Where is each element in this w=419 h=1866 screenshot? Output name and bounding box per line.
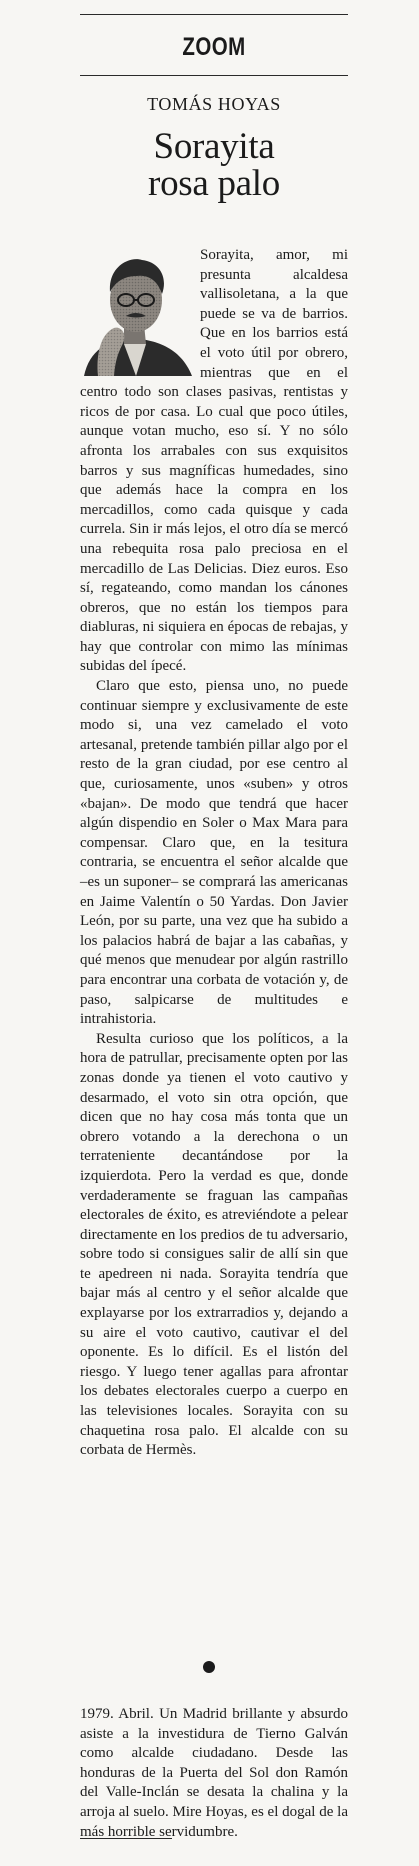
headline-line-1: Sorayita	[153, 126, 275, 167]
paragraph-1: Sorayita, amor, mi presunta alcaldesa vallisoletana, a la que puede se va de barrios. Que en los barrios está el voto útil por obrero, mientras que en el centro todo son clases pasivas, rentistas y ricos de por casa. Lo cual que poco útiles, aunque votan mucho, eso sí. Y no sólo afronta los arrabales con sus exquisitos barros y sus magníficas humedades, sino que además hace la compra en los mercadillos, como cada quisque y cada currela. Sin ir más lejos, el otro día se mercó una rebequita rosa palo preciosa en el mercadillo de Las Delicias. Diez euros. Eso sí, regateando, como mandan los cánones obreros, que no están los tiempos para diabluras, ni siquiera en épocas de rebajas, y hay que controlar con mimo las mínimas subidas del ípecé.	[80, 247, 348, 675]
article-body	[80, 246, 348, 1461]
section-rule	[80, 75, 348, 76]
headline	[80, 128, 348, 202]
paragraph-2: Claro que esto, piensa uno, no puede continuar siempre y exclusivamente de este modo si, una vez camelado el voto artesanal, pretende también pillar algo por el resto de la gran ciudad, por ese centro al que, curiosamente, unos «suben» y otros «bajan». De modo que tendrá que hacer algún dispendio en Soler o Max Mara para compensar. Claro que, en la tesitura contraria, se encuentra el señor alcalde que –es un suponer– se comprará las americanas en Jaime Valentín o 50 Yardas. Don Javier León, por su parte, una vez que ha subido a los palacios habrá de bajar a las cabañas, y qué menos que menudear por algún rastrillo para encontrar una corbata de votación y, de paso, salpicarse de multitudes e intrahistoria.	[80, 678, 348, 1028]
coda-paragraph: 1979. Abril. Un Madrid brillante y absurdo asiste a la investidura de Tierno Galván como alcalde ciudadano. Desde las honduras de la Puerta del Sol don Ramón del Valle-Inclán se desata la chalina y la arroja al suelo. Mire Hoyas, es el dogal de la más horrible servidumbre.	[80, 1706, 348, 1840]
author-byline: TOMÁS HOYAS	[147, 94, 281, 114]
photo-wrap-spacer	[80, 246, 200, 378]
separator-dot	[203, 1661, 215, 1673]
bottom-rule	[80, 1838, 172, 1839]
section-label: ZOOM	[182, 33, 246, 61]
headline-line-2: rosa palo	[148, 163, 280, 204]
paragraph-3: Resulta curioso que los políticos, a la hora de patrullar, precisamente opten por las zonas donde ya tienen el voto cautivo y desarmado, el voto sin otra opción, que dicen que no hay cosa más tonta que un obrero votando a la derechona o un terrateniente decantándose por la izquierdota. Pero la verdad es que, donde verdaderamente se fraguan las campañas electorales de éxito, es atreviéndote a pelear directamente en los predios de tu adversario, sobre todo si consigues salir de allí sin que te apedreen ni nada. Sorayita tendría que bajar más al centro y el señor alcalde que explayarse por los extrarradios y, dejando a su aire el voto cautivo, cautivar el del oponente. Es lo difícil. Es el listón del riesgo. Y luego tener agallas para afrontar los debates electorales cuerpo a cuerpo en las televisiones locales. Sorayita con su chaquetina rosa palo. El alcalde con su corbata de Hermès.	[80, 1030, 348, 1459]
top-rule	[80, 14, 348, 15]
